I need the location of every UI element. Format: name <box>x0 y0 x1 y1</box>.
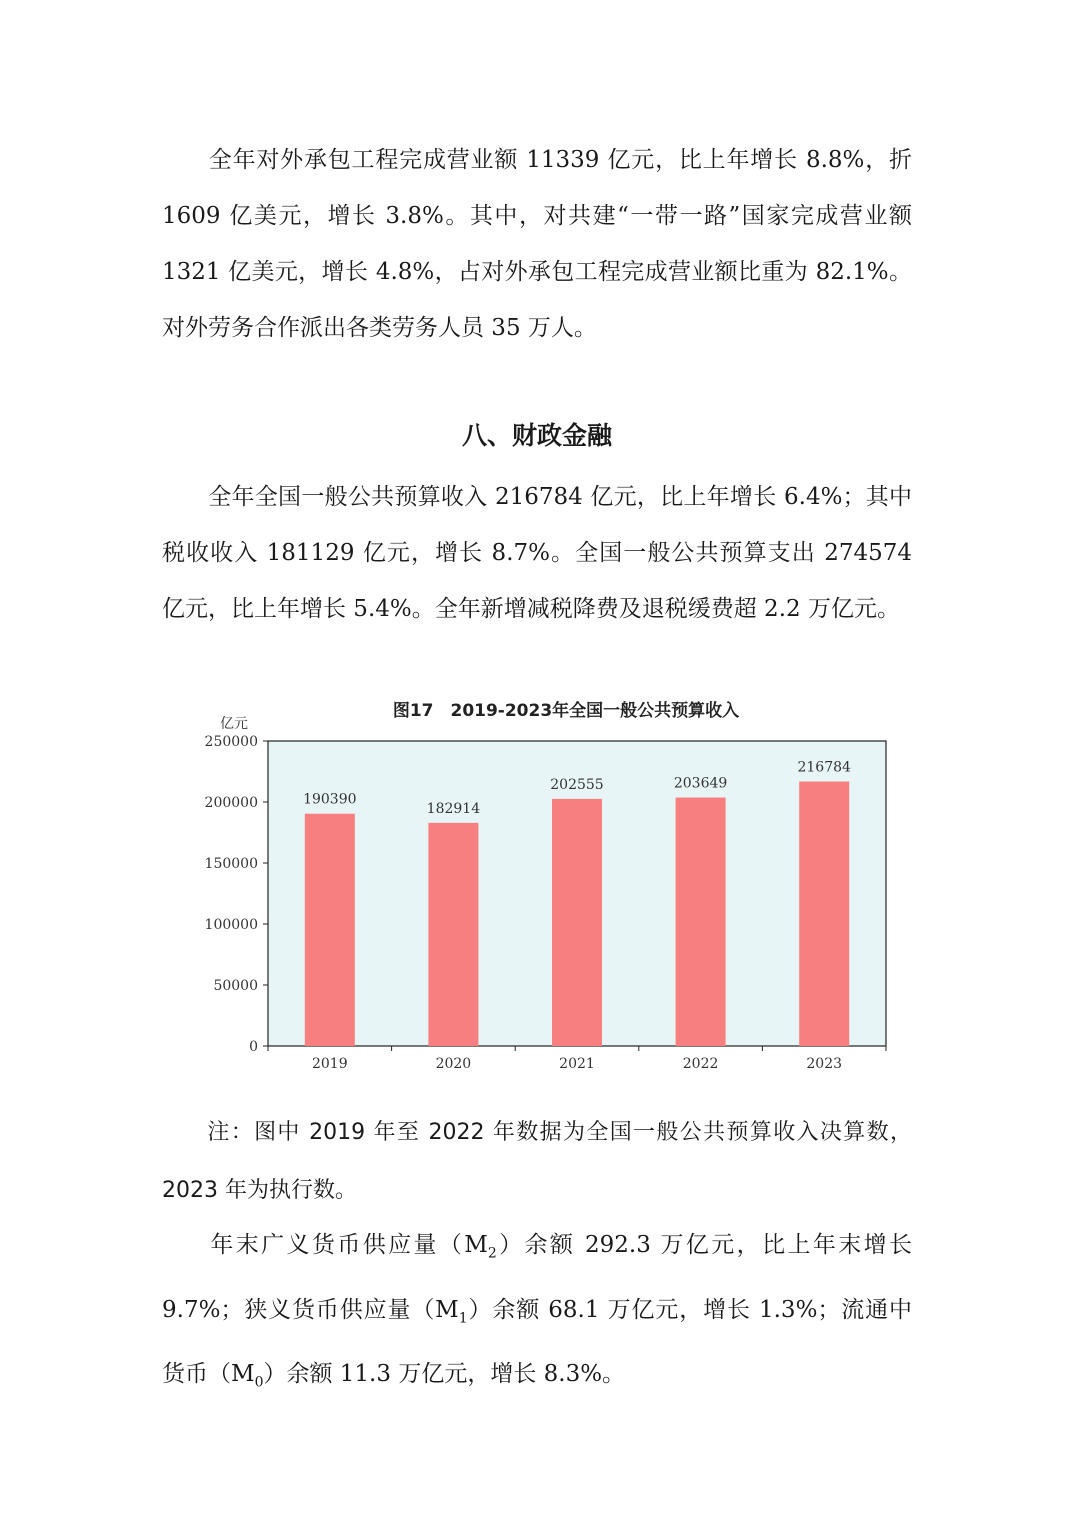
section-heading: 八、财政金融 <box>461 421 612 450</box>
paragraph-contracting: 全年对外承包工程完成营业额 11339 亿元，比上年增长 8.8%，折 1609 亿美元，增长 3.8%。其中，对共建“一带一路”国家完成营业额 1321 亿美元，增长 4.8%，占对外承包工程完成营业额比重为 82.1%。对外劳务合作派出各类劳务人员 35 万人。 <box>162 147 912 341</box>
data-label-2019: 190390 <box>303 791 357 808</box>
data-label-2023: 216784 <box>797 759 851 776</box>
x-axis-ticks <box>268 1046 886 1072</box>
chart-svg <box>178 686 896 1090</box>
chart-title: 图17 2019-2023年全国一般公共预算收入 <box>392 701 740 721</box>
y-tick-label: 50000 <box>213 978 258 994</box>
y-tick-label: 150000 <box>204 856 258 872</box>
x-tick-label-2022: 2022 <box>682 1056 719 1072</box>
x-tick-label-2019: 2019 <box>311 1056 348 1072</box>
paragraph-fiscal: 全年全国一般公共预算收入 216784 亿元，比上年增长 6.4%；其中税收收入 181129 亿元，增长 8.7%。全国一般公共预算支出 274574 亿元，比上年增长 5.4%。全年新增减税降费及退税缓费超 2.2 万亿元。 <box>162 484 912 622</box>
bar-2023 <box>799 782 849 1046</box>
data-label-2021: 202555 <box>550 776 604 793</box>
y-tick-label: 250000 <box>204 734 258 750</box>
x-tick-label-2021: 2021 <box>559 1056 595 1072</box>
fiscal-revenue-chart <box>178 686 896 1090</box>
x-tick-label-2020: 2020 <box>435 1056 472 1072</box>
y-axis-unit-label: 亿元 <box>220 716 248 732</box>
bar-2021 <box>552 799 602 1046</box>
bar-2019 <box>305 814 355 1046</box>
data-label-2022: 203649 <box>673 775 728 792</box>
y-tick-label: 200000 <box>204 795 258 811</box>
bar-2020 <box>428 823 478 1046</box>
bar-2022 <box>676 798 726 1046</box>
x-tick-label-2023: 2023 <box>806 1056 843 1072</box>
y-tick-label: 0 <box>249 1039 258 1055</box>
chart-note: 注：图中 2019 年至 2022 年数据为全国一般公共预算收入决算数，2023 年为执行数。 <box>162 1120 912 1203</box>
data-label-2020: 182914 <box>426 800 481 817</box>
y-tick-label: 100000 <box>204 917 258 933</box>
y-axis-ticks <box>205 734 268 1055</box>
paragraph-money-supply: 年末广义货币供应量$(M_2)$余额 292.3 万亿元，比上年末增长 9.7%；狭义货币供应量$(M_1)$余额 68.1 万亿元，增长 1.3%；流通中货币$(M_0)$余额 11.3 万亿元，增长 8.3%。 <box>162 1232 913 1391</box>
